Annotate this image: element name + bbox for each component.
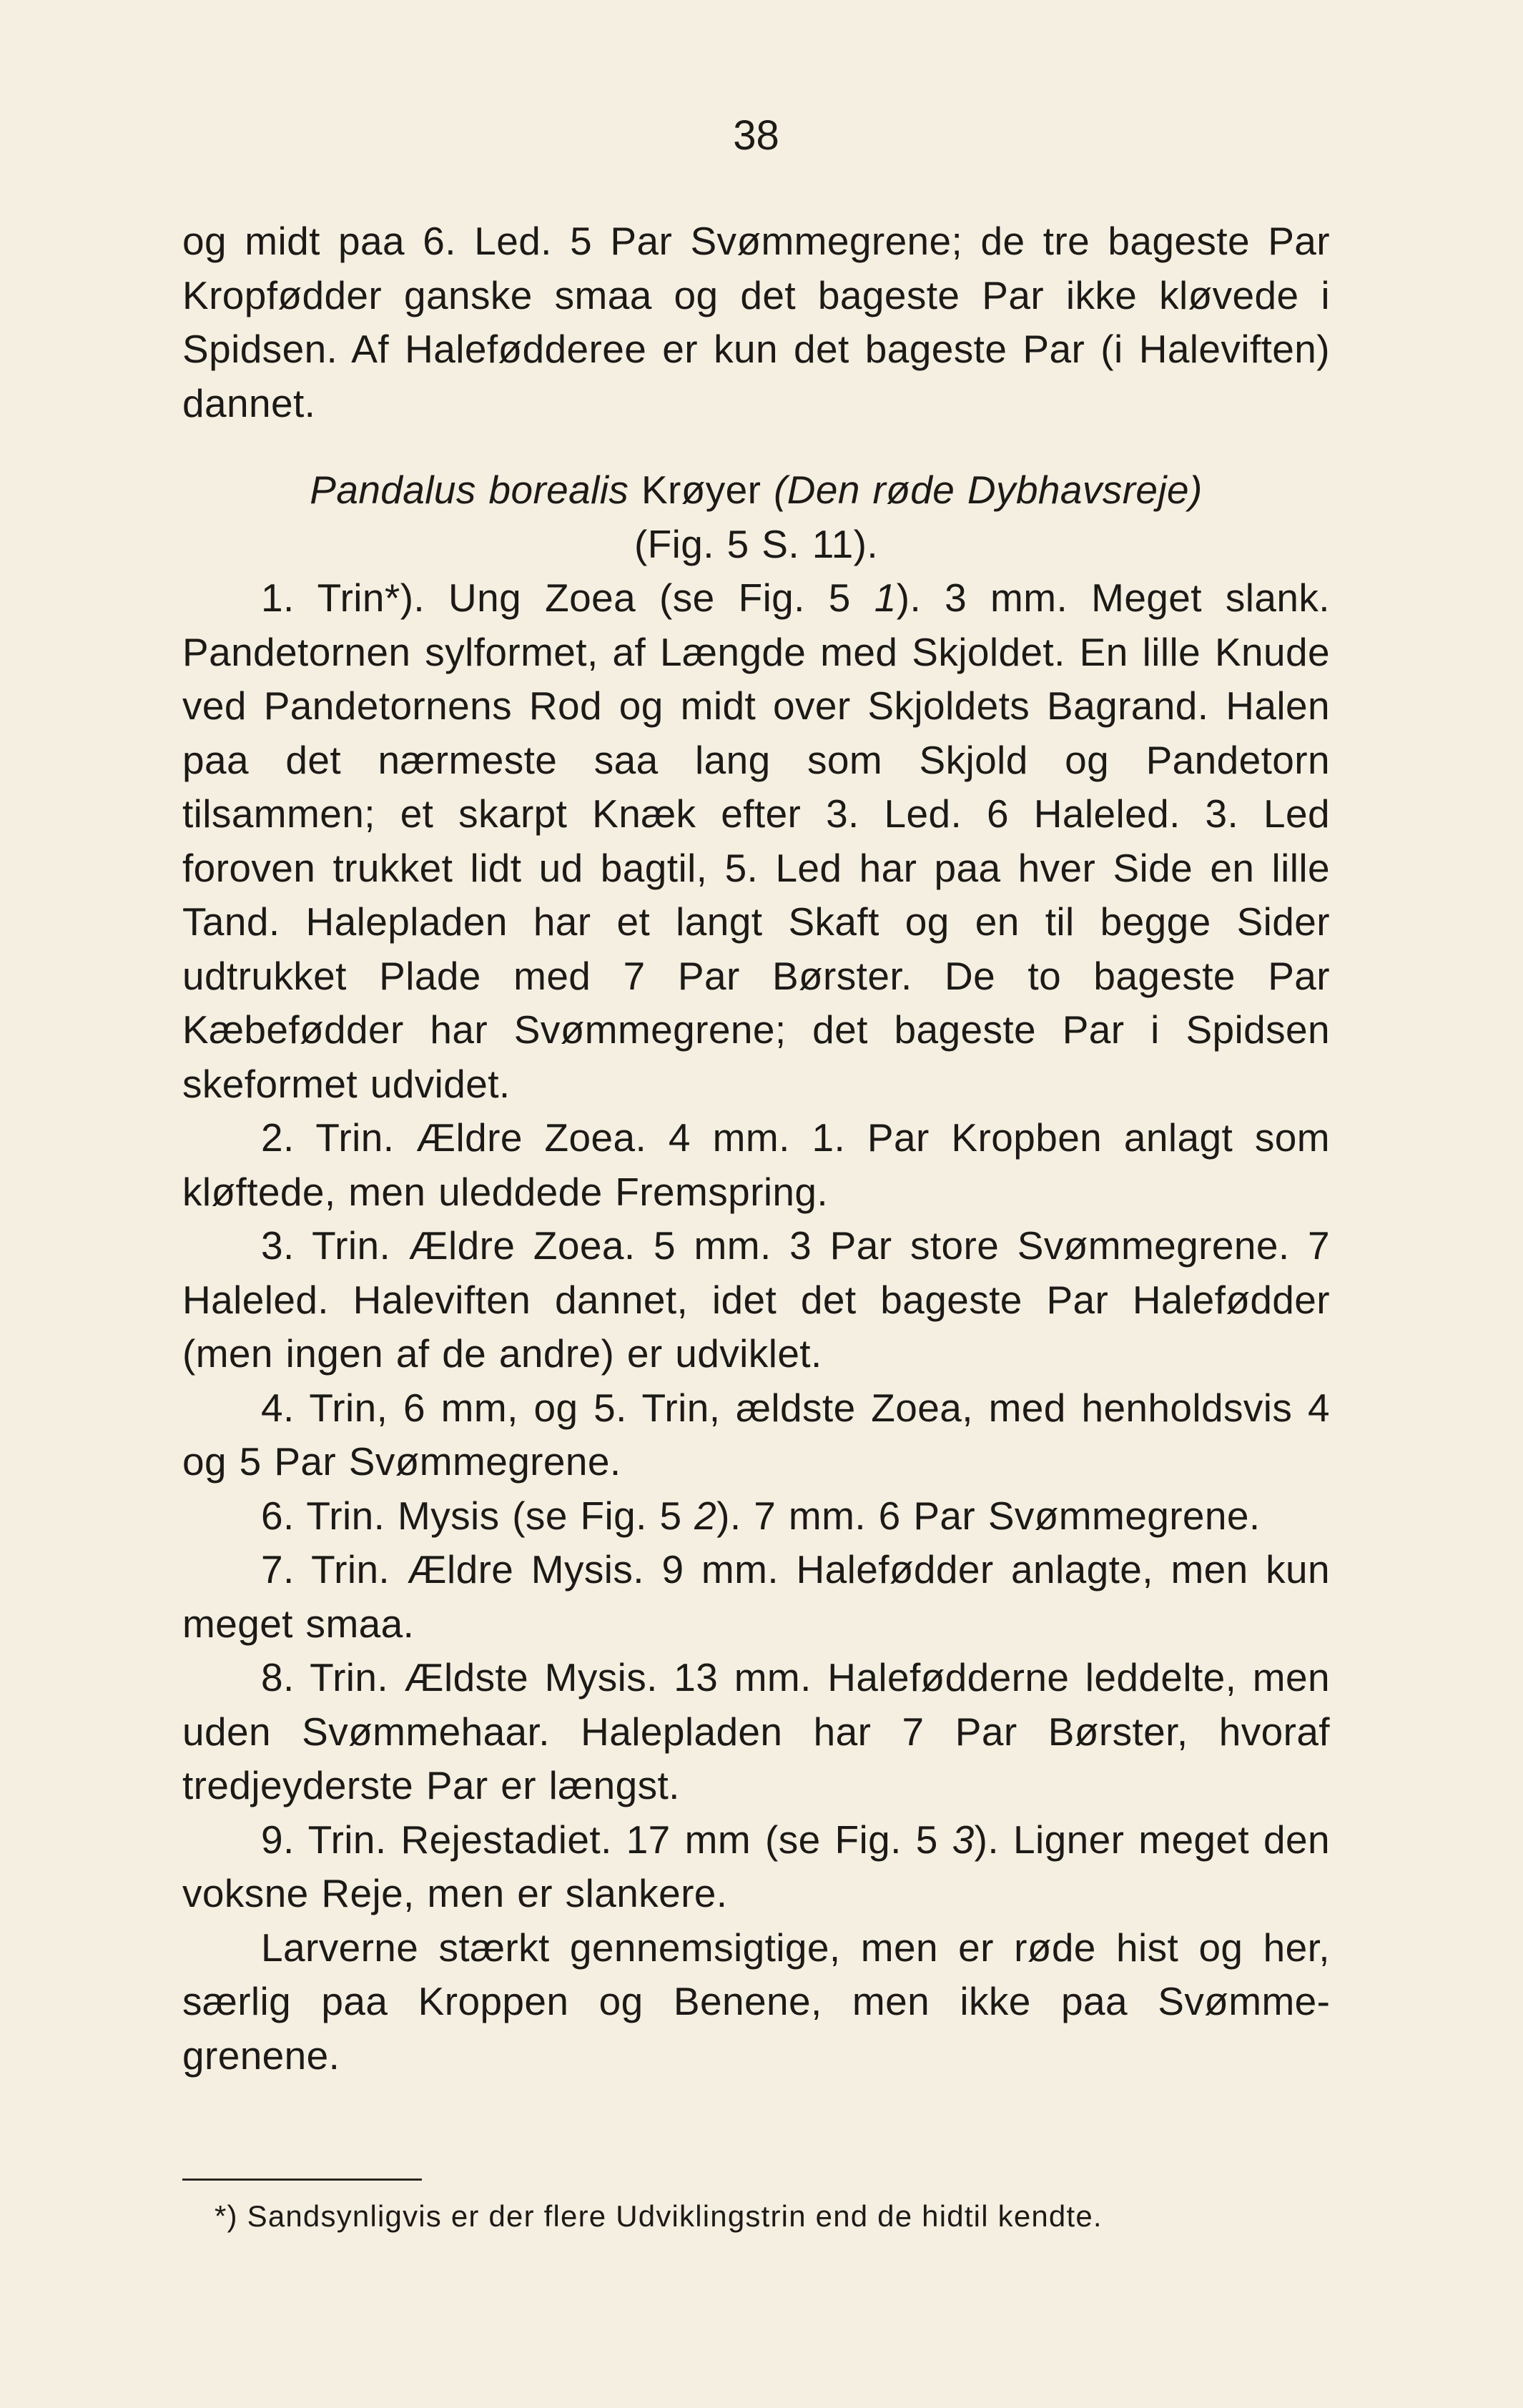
stage-7-paragraph: 7. Trin. Ældre Mysis. 9 mm. Halefødder anlagte, men kun meget smaa. [182,1547,1330,1646]
stage-1-paragraph [182,571,1330,1111]
stage-9-prefix: 9. Trin. Rejestadiet. 17 mm (se Fig. 5 [261,1817,952,1862]
footnote: *) Sandsynligvis er der flere Udviklingstrin end de hidtil kendte. [215,2199,1103,2233]
stage-4-5-paragraph: 4. Trin, 6 mm, og 5. Trin, ældste Zoea, med henholdsvis 4 og 5 Par Svømmegrene. [182,1385,1330,1484]
stage-9-paragraph [182,1813,1330,1921]
stage-6-fig-num: 2 [694,1493,717,1538]
stage-8-paragraph: 8. Trin. Ældste Mysis. 13 mm. Halefødderne leddelte, men uden Svømmehaar. Halepladen har 7 Par Børster, hvoraf tredjeyderste Par er længst. [182,1655,1330,1807]
stage-1-prefix: 1. Trin*). Ung Zoea (se Fig. 5 [261,576,874,620]
stage-1-fig-num: 1 [874,576,897,620]
stage-3-paragraph: 3. Trin. Ældre Zoea. 5 mm. 3 Par store Svømmegrene. 7 Haleled. Haleviften dannet, idet det bageste Par Halefødder (men ingen af de andre) er udviklet. [182,1223,1330,1376]
stage-6-text: ). 7 mm. 6 Par Svømmegrene. [716,1493,1261,1538]
species-heading [182,463,1330,571]
footnote-divider [182,2178,422,2181]
species-author: Krøyer [629,468,774,512]
stage-9-text: ). Ligner meget den voksne Reje, men er slankere. [182,1817,1330,1915]
stage-6-paragraph [182,1489,1330,1544]
stage-2-paragraph: 2. Trin. Ældre Zoea. 4 mm. 1. Par Kropben anlagt som kløftede, men uleddede Fremspring. [182,1115,1330,1214]
species-name: Pandalus borealis [310,468,629,512]
closing-paragraph: Larverne stærkt gennemsigtige, men er røde hist og her, særlig paa Kroppen og Benene, men ikke paa Svømmegrenene. [182,1925,1330,2078]
book-page [182,0,1330,2408]
stage-1-text: ). 3 mm. Meget slank. Pandetornen sylformet, af Længde med Skjoldet. En lille Knude ved Pandetornens Rod og midt over Skjoldets Bagrand. Halen paa det nærmeste saa lang som Skjold og Pandetorn tilsammen; et skarpt Knæk efter 3. Led. 6 Haleled. 3. Led foroven trukket lidt ud bagtil, 5. Led har paa hver Side en lille Tand. Halepladen har et langt Skaft og en til begge Sider udtrukket Plade med 7 Par Børster. De to bageste Par Kæbefødder har Svømmegrene; det bageste Par i Spidsen skeformet udvidet. [182,576,1330,1106]
stage-6-prefix: 6. Trin. Mysis (se Fig. 5 [261,1493,695,1538]
species-common-name: (Den røde Dybhavsreje) [774,468,1203,512]
body-text [182,214,1330,2083]
stage-9-fig-num: 3 [952,1817,975,1862]
paragraph-continuation: og midt paa 6. Led. 5 Par Svømmegrene; de tre bageste Par Kropfødder ganske smaa og det bageste Par ikke kløvede i Spidsen. Af Halefødderee er kun det bageste Par (i Haleviften) dannet. [182,219,1330,425]
page-number: 38 [733,112,779,159]
species-figure-ref: (Fig. 5 S. 11). [634,521,879,566]
